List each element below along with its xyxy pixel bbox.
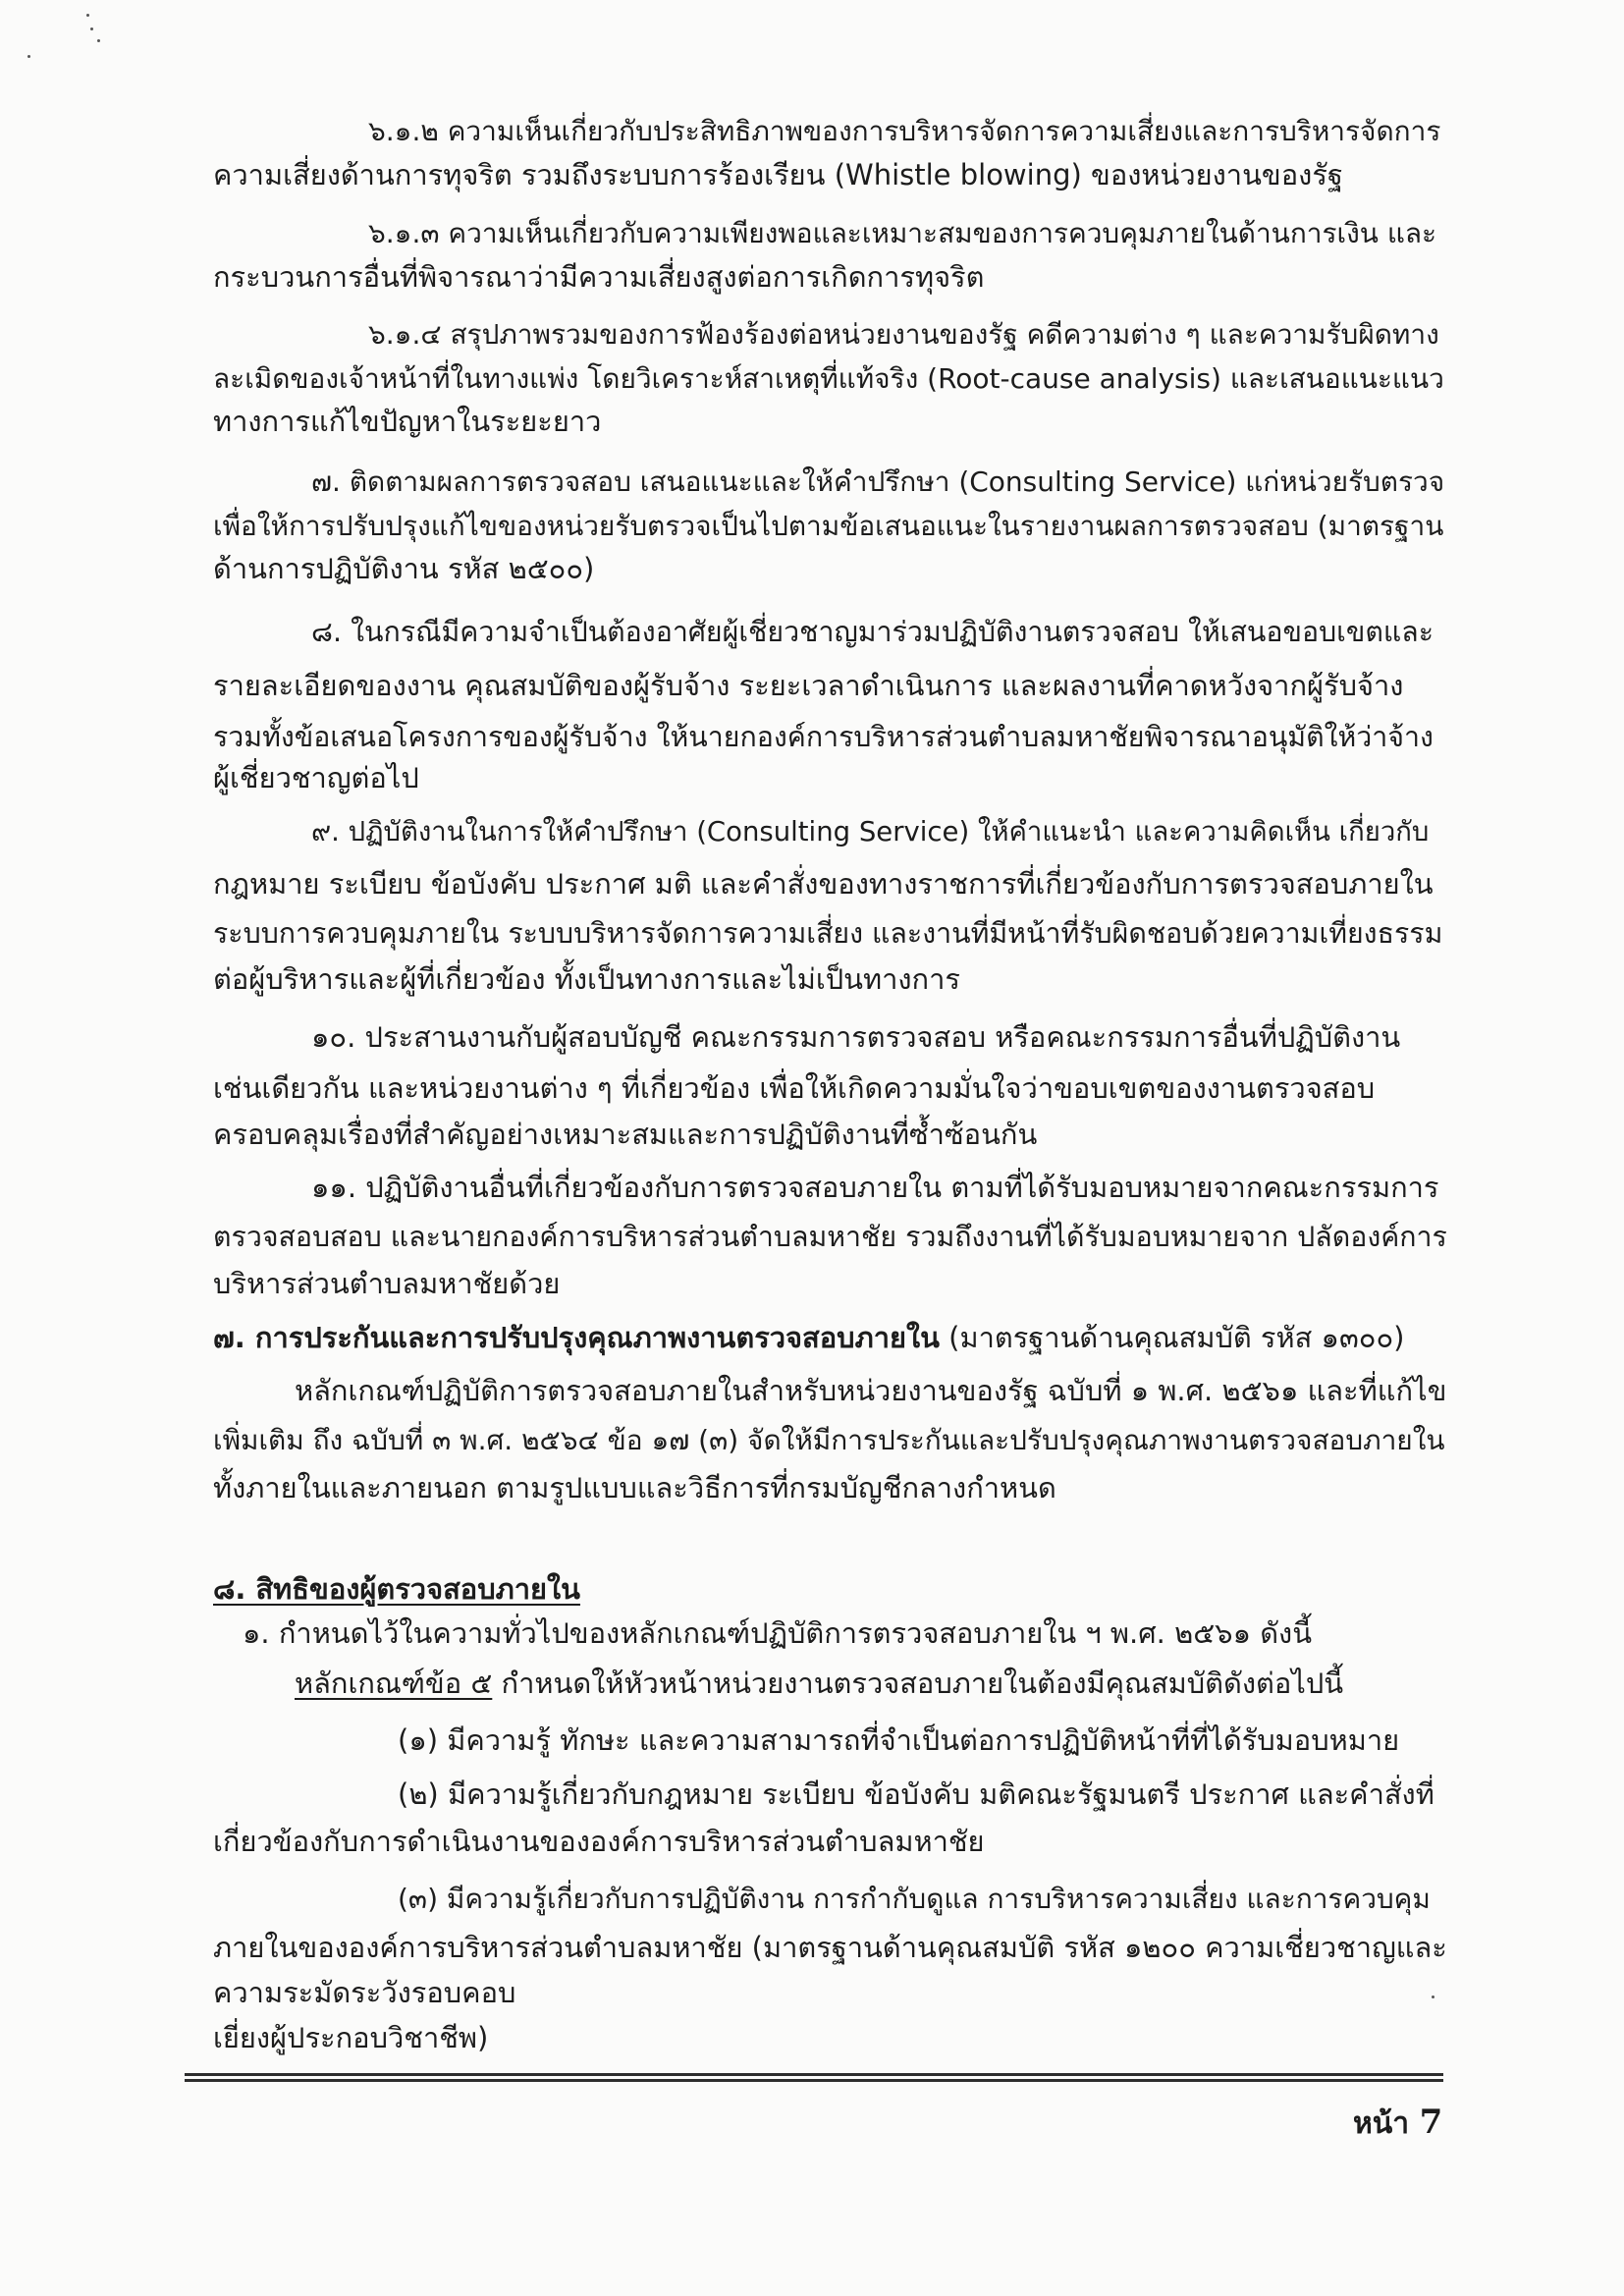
list-item: (๑) มีความรู้ ทักษะ และความสามารถที่จำเป็นต่อการปฏิบัติหน้าที่ที่ได้รับมอบหมาย <box>398 1723 1400 1757</box>
page-number <box>1353 2103 1442 2144</box>
paragraph-line: ความเสี่ยงด้านการทุจริต รวมถึงระบบการร้องเรียน (Whistle blowing) ของหน่วยงานของรัฐ <box>213 158 1343 191</box>
footer-rule <box>185 2073 1443 2076</box>
paragraph-line: กฎหมาย ระเบียบ ข้อบังคับ ประกาศ มติ และคำสั่งของทางราชการที่เกี่ยวข้องกับการตรวจสอบภายใน <box>213 867 1434 901</box>
paragraph-line: ๘. ในกรณีมีความจำเป็นต้องอาศัยผู้เชี่ยวชาญมาร่วมปฏิบัติงานตรวจสอบ ให้เสนอขอบเขตและ <box>311 616 1435 648</box>
paragraph-line: รวมทั้งข้อเสนอโครงการของผู้รับจ้าง ให้นายกองค์การบริหารส่วนตำบลมหาชัยพิจารณาอนุมัติให้ว่าจ้าง <box>213 721 1434 753</box>
footer-rule <box>185 2079 1443 2082</box>
scan-speck <box>97 39 100 42</box>
criteria-text: กำหนดให้หัวหน้าหน่วยงานตรวจสอบภายในต้องมีคุณสมบัติดังต่อไปนี้ <box>492 1667 1344 1700</box>
paragraph-line: เช่นเดียวกัน และหน่วยงานต่าง ๆ ที่เกี่ยวข้อง เพื่อให้เกิดความมั่นใจว่าขอบเขตของงานตรวจสอบ <box>213 1071 1376 1105</box>
paragraph-line: เพิ่มเติม ถึง ฉบับที่ ๓ พ.ศ. ๒๕๖๔ ข้อ ๑๗ (๓) จัดให้มีการประกันและปรับปรุงคุณภาพงานตรวจสอบภายใน <box>213 1424 1445 1456</box>
paragraph-line: ครอบคลุมเรื่องที่สำคัญอย่างเหมาะสมและการปฏิบัติงานที่ซ้ำซ้อนกัน <box>213 1118 1038 1151</box>
page-label: หน้า <box>1353 2106 1410 2141</box>
paragraph-line: ผู้เชี่ยวชาญต่อไป <box>213 761 419 794</box>
list-item: (๒) มีความรู้เกี่ยวกับกฎหมาย ระเบียบ ข้อบังคับ มติคณะรัฐมนตรี ประกาศ และคำสั่งที่ <box>398 1777 1435 1811</box>
paragraph-line: หลักเกณฑ์ปฏิบัติการตรวจสอบภายในสำหรับหน่วยงานของรัฐ ฉบับที่ ๑ พ.ศ. ๒๕๖๑ และที่แก้ไข <box>295 1374 1447 1407</box>
paragraph-line: ด้านการปฏิบัติงาน รหัส ๒๕๐๐) <box>213 552 595 585</box>
paragraph-line: ๖.๑.๒ ความเห็นเกี่ยวกับประสิทธิภาพของการบริหารจัดการความเสี่ยงและการบริหารจัดการ <box>368 115 1441 147</box>
criteria-ref: หลักเกณฑ์ข้อ ๕ <box>295 1667 493 1700</box>
paragraph-line: ๖.๑.๔ สรุปภาพรวมของการฟ้องร้องต่อหน่วยงานของรัฐ คดีความต่าง ๆ และความรับผิดทาง <box>368 318 1439 351</box>
section-heading-7-title: ๗. การประกันและการปรับปรุงคุณภาพงานตรวจสอบภายใน <box>213 1321 940 1354</box>
paragraph-line: ๑. กำหนดไว้ในความทั่วไปของหลักเกณฑ์ปฏิบัติการตรวจสอบภายใน ฯ พ.ศ. ๒๕๖๑ ดังนี้ <box>243 1616 1313 1650</box>
paragraph-line: บริหารส่วนตำบลมหาชัยด้วย <box>213 1267 561 1300</box>
page-number-value: 7 <box>1419 2103 1443 2142</box>
paragraph-line: เพื่อให้การปรับปรุงแก้ไขของหน่วยรับตรวจเป็นไปตามข้อเสนอแนะในรายงานผลการตรวจสอบ (มาตรฐาน <box>213 510 1444 542</box>
paragraph-line: ความระมัดระวังรอบคอบ <box>213 1976 516 2009</box>
paragraph-line: ละเมิดของเจ้าหน้าที่ในทางแพ่ง โดยวิเคราะห์สาเหตุที่แท้จริง (Root-cause analysis) และเสนอแนะแนว <box>213 362 1444 395</box>
paragraph-line: ๗. ติดตามผลการตรวจสอบ เสนอแนะและให้คำปรึกษา (Consulting Service) แก่หน่วยรับตรวจ <box>311 465 1445 498</box>
paragraph-line: เกี่ยวข้องกับการดำเนินงานขององค์การบริหารส่วนตำบลมหาชัย <box>213 1825 985 1858</box>
section-heading-7 <box>213 1316 1404 1359</box>
list-item: (๓) มีความรู้เกี่ยวกับการปฏิบัติงาน การกำกับดูแล การบริหารความเสี่ยง และการควบคุม <box>398 1883 1431 1915</box>
scan-speck <box>27 55 30 58</box>
scan-speck <box>1432 1995 1435 1998</box>
paragraph-line: ๑๑. ปฏิบัติงานอื่นที่เกี่ยวข้องกับการตรวจสอบภายใน ตามที่ได้รับมอบหมายจากคณะกรรมการ <box>311 1171 1439 1204</box>
section-heading-8: ๘. สิทธิของผู้ตรวจสอบภายใน <box>213 1572 580 1606</box>
paragraph-line: ๖.๑.๓ ความเห็นเกี่ยวกับความเพียงพอและเหมาะสมของการควบคุมภายในด้านการเงิน และ <box>368 217 1437 249</box>
paragraph-line: ต่อผู้บริหารและผู้ที่เกี่ยวข้อง ทั้งเป็นทางการและไม่เป็นทางการ <box>213 962 960 996</box>
paragraph-line: กระบวนการอื่นที่พิจารณาว่ามีความเสี่ยงสูงต่อการเกิดการทุจริต <box>213 260 985 294</box>
paragraph-line: ทั้งภายในและภายนอก ตามรูปแบบและวิธีการที่กรมบัญชีกลางกำหนด <box>213 1471 1056 1504</box>
paragraph-line: เยี่ยงผู้ประกอบวิชาชีพ) <box>213 2021 489 2054</box>
paragraph-line: ภายในขององค์การบริหารส่วนตำบลมหาชัย (มาตรฐานด้านคุณสมบัติ รหัส ๑๒๐๐ ความเชี่ยวชาญและ <box>213 1931 1447 1964</box>
paragraph-line: ตรวจสอบสอบ และนายกองค์การบริหารส่วนตำบลมหาชัย รวมถึงงานที่ได้รับมอบหมายจาก ปลัดองค์การ <box>213 1221 1447 1253</box>
paragraph-line: ๙. ปฏิบัติงานในการให้คำปรึกษา (Consulting Service) ให้คำแนะนำ และความคิดเห็น เกี่ยวกับ <box>311 816 1430 847</box>
paragraph-line: ทางการแก้ไขปัญหาในระยะยาว <box>213 405 602 438</box>
paragraph-line: ระบบการควบคุมภายใน ระบบบริหารจัดการความเสี่ยง และงานที่มีหน้าที่รับผิดชอบด้วยความเที่ยงธรรม <box>213 917 1443 950</box>
paragraph-line: ๑๐. ประสานงานกับผู้สอบบัญชี คณะกรรมการตรวจสอบ หรือคณะกรรมการอื่นที่ปฏิบัติงาน <box>311 1020 1401 1054</box>
paragraph-line: รายละเอียดของงาน คุณสมบัติของผู้รับจ้าง ระยะเวลาดำเนินการ และผลงานที่คาดหวังจากผู้รับจ้าง <box>213 669 1404 702</box>
section-heading-7-ref: (มาตรฐานด้านคุณสมบัติ รหัส ๑๓๐๐) <box>939 1321 1405 1354</box>
scan-speck <box>86 14 89 17</box>
scan-speck <box>90 27 93 30</box>
criteria-line <box>295 1662 1343 1705</box>
